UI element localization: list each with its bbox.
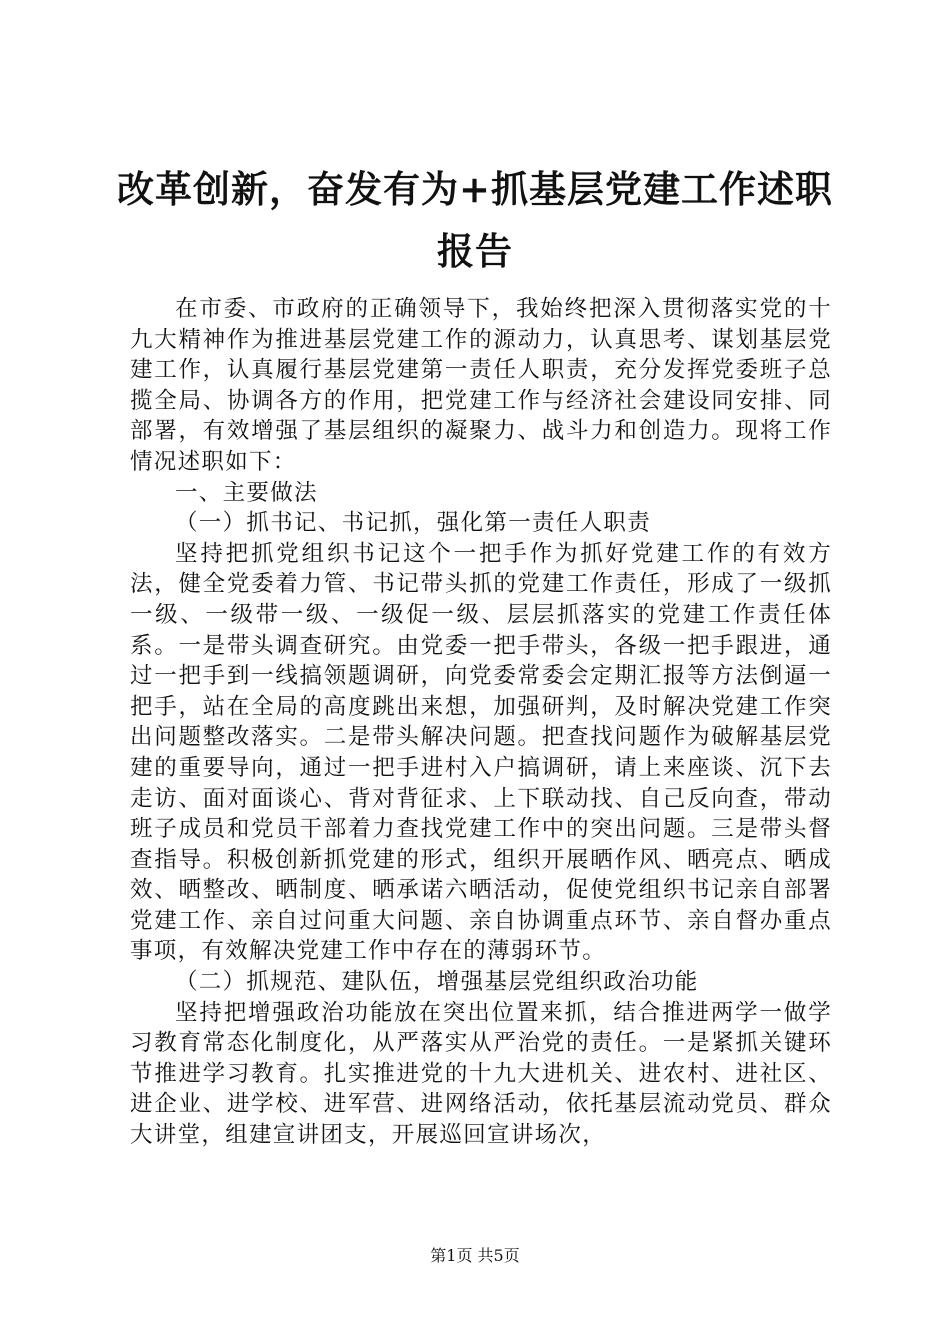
document-title: 改革创新，奋发有为+抓基层党建工作述职报告	[116, 167, 833, 273]
paragraph-2: 坚持把增强政治功能放在突出位置来抓，结合推进两学一做学习教育常态化制度化，从严落实从严治党的责任。一是紧抓关键环节推进学习教育。扎实推进党的十九大进机关、进农村、进社区、进企业、进学校、进军营、进网络活动，依托基层流动党员、群众大讲堂，组建宣讲团支，开展巡回宣讲场次，	[130, 999, 832, 1149]
paragraph-1: 坚持把抓党组织书记这个一把手作为抓好党建工作的有效方法，健全党委着力管、书记带头抓的党建工作责任，形成了一级抓一级、一级带一级、一级促一级、层层抓落实的党建工作责任体系。一是带头调查研究。由党委一把手带头，各级一把手跟进，通过一把手到一线搞领题调研，向党委常委会定期汇报等方法倒逼一把手，站在全局的高度跳出来想，加强研判，及时解决党建工作突出问题整改落实。二是带头解决问题。把查找问题作为破解基层党建的重要导向，通过一把手进村入户搞调研，请上来座谈、沉下去走访、面对面谈心、背对背征求、上下联动找、自己反向查，带动班子成员和党员干部着力查找党建工作中的突出问题。三是带头督查指导。积极创新抓党建的形式，组织开展晒作风、晒亮点、晒成效、晒整改、晒制度、晒承诺六晒活动，促使党组织书记亲自部署党建工作、亲自过问重大问题、亲自协调重点环节、亲自督办重点事项，有效解决党建工作中存在的薄弱环节。	[130, 540, 832, 965]
document-body	[130, 294, 832, 1151]
paragraph-intro: 在市委、市政府的正确领导下，我始终把深入贯彻落实党的十九大精神作为推进基层党建工作的源动力，认真思考、谋划基层党建工作，认真履行基层党建第一责任人职责，充分发挥党委班子总揽全局、协调各方的作用，把党建工作与经济社会建设同安排、同部署，有效增强了基层组织的凝聚力、战斗力和创造力。现将工作情况述职如下：	[130, 296, 832, 475]
subheading-1: （一）抓书记、书记抓，强化第一责任人职责	[175, 510, 652, 537]
heading-main-practices: 一、主要做法	[175, 479, 318, 506]
page-footer: 第1页 共5页	[430, 1246, 520, 1265]
subheading-2: （二）抓规范、建队伍，增强基层党组织政治功能	[175, 969, 699, 996]
